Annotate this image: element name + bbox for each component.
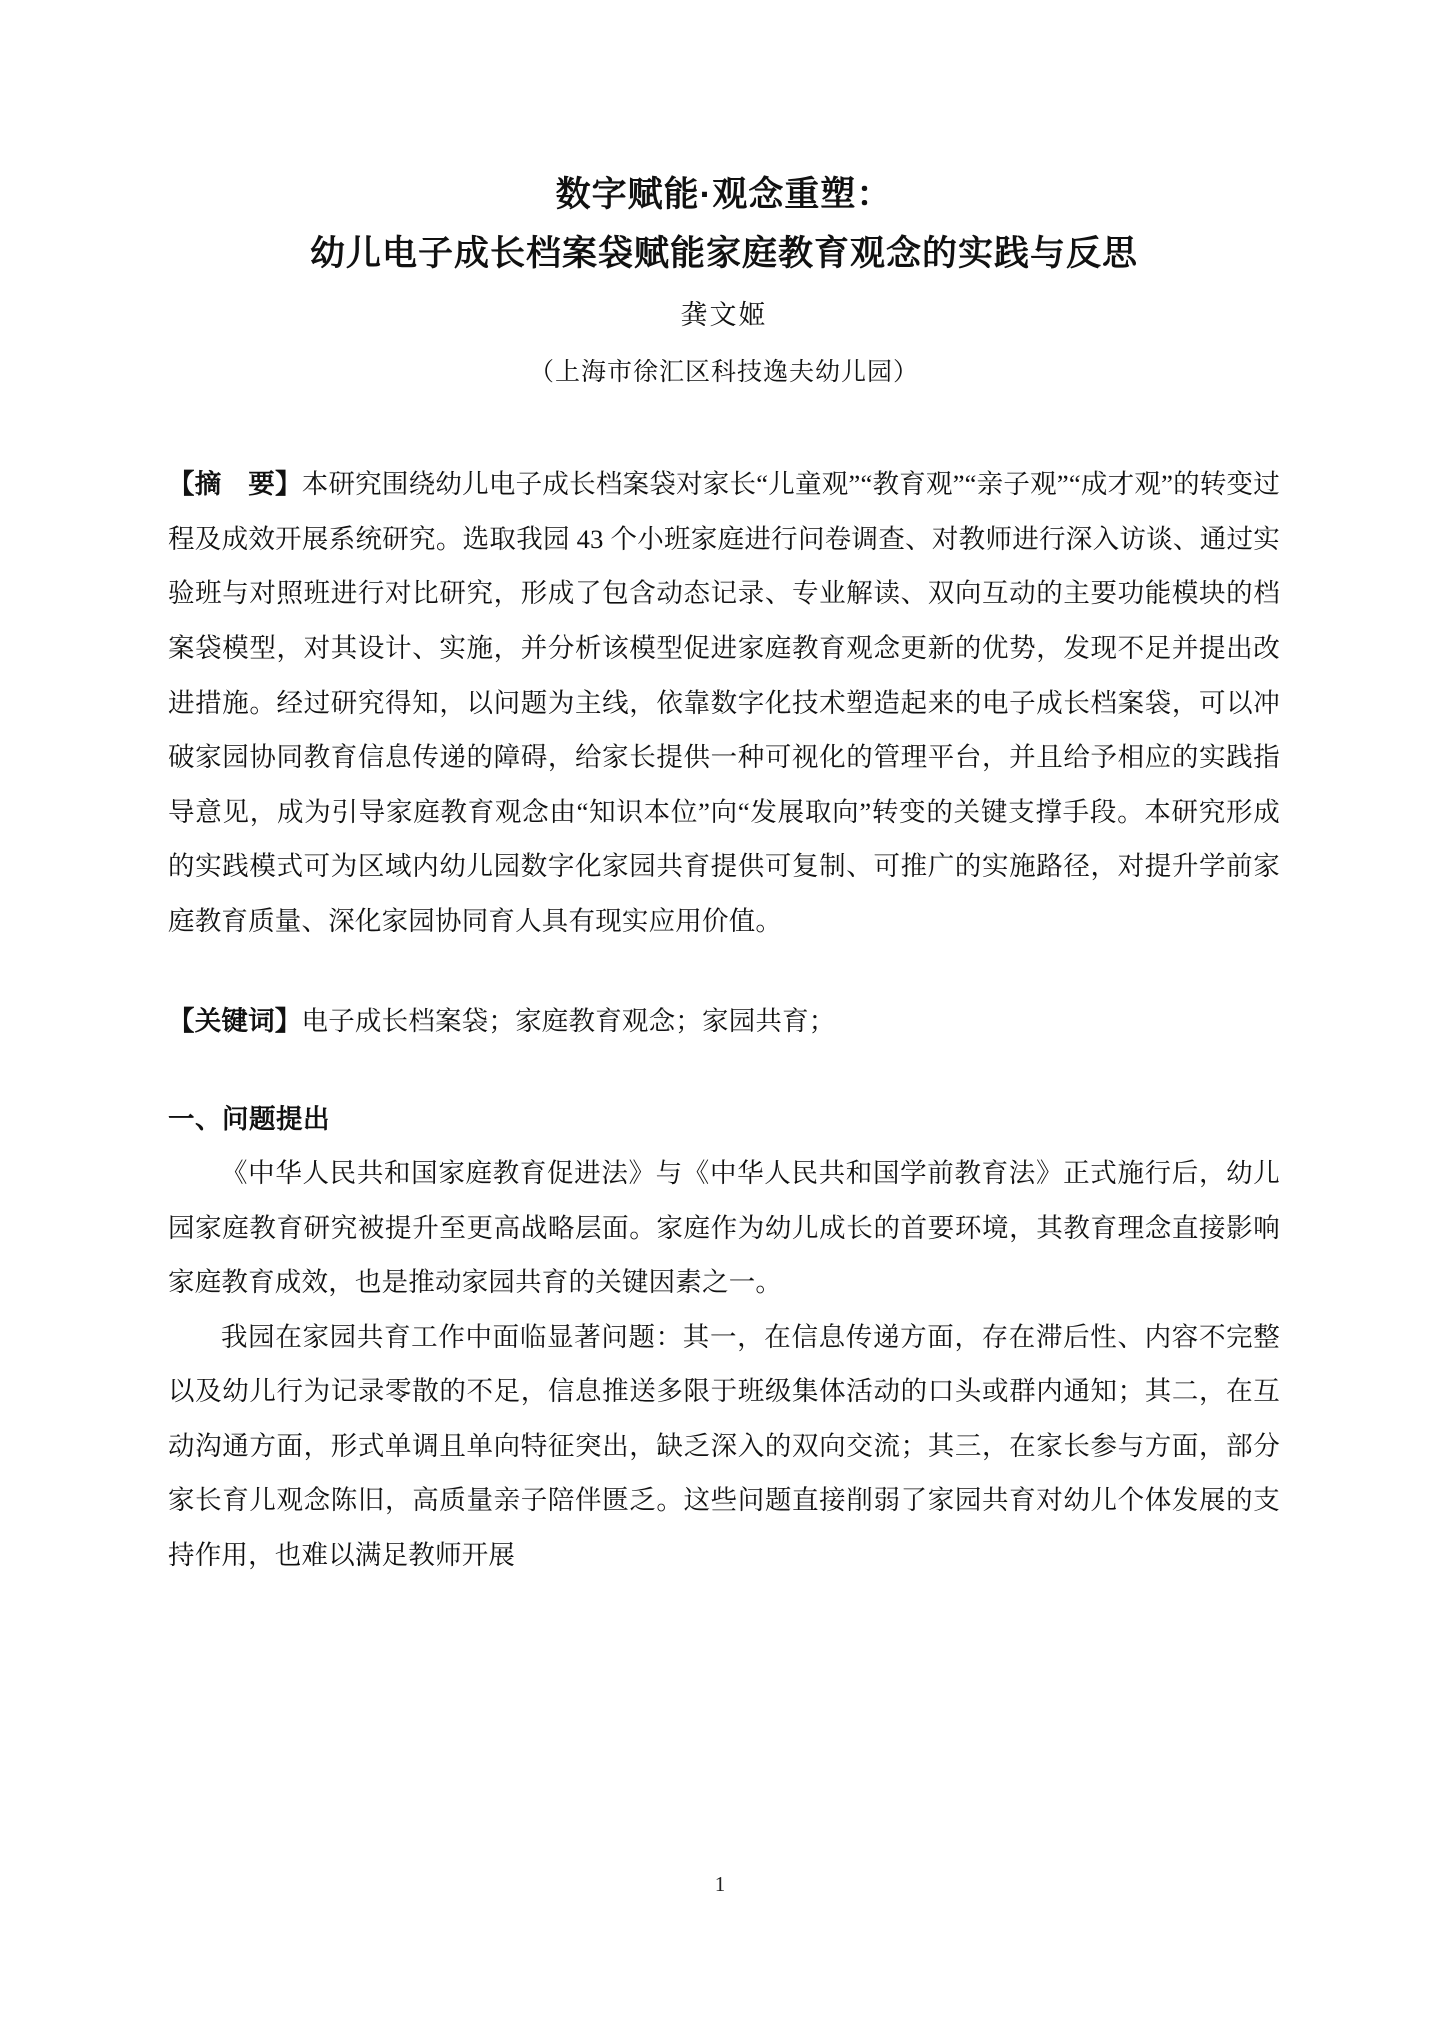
- author-affiliation: （上海市徐汇区科技逸夫幼儿园）: [528, 358, 919, 386]
- paper-title-line-1: 数字赋能·观念重塑：: [555, 175, 893, 214]
- keywords-label: 【关键词】: [168, 1006, 302, 1037]
- section-heading-one: 一、问题提出: [168, 1103, 330, 1134]
- keywords-text: 电子成长档案袋；家庭教育观念；家园共育；: [301, 1006, 836, 1037]
- page-number: 1: [714, 1872, 726, 1896]
- section-one-paragraph-1: 《中华人民共和国家庭教育促进法》与《中华人民共和国学前教育法》正式施行后，幼儿园家庭教育研究被提升至更高战略层面。家庭作为幼儿成长的首要环境，其教育理念直接影响家庭教育成效，也是推动家园共育的关键因素之一。: [168, 1158, 1280, 1298]
- author-name: 龚文姬: [680, 300, 768, 330]
- abstract-label: 【摘 要】: [168, 469, 302, 500]
- page-footer: [0, 1872, 1440, 1897]
- abstract-text: 本研究围绕幼儿电子成长档案袋对家长“儿童观”“教育观”“亲子观”“成才观”的转变过程及成效开展系统研究。选取我园 43 个小班家庭进行问卷调查、对教师进行深入访谈、通过实验班与对照班进行对比研究，形成了包含动态记录、专业解读、双向互动的主要功能模块的档案袋模型，对其设计、实施，并分析该模型促进家庭教育观念更新的优势，发现不足并提出改进措施。经过研究得知，以问题为主线，依靠数字化技术塑造起来的电子成长档案袋，可以冲破家园协同教育信息传递的障碍，给家长提供一种可视化的管理平台，并且给予相应的实践指导意见，成为引导家庭教育观念由“知识本位”向“发展取向”转变的关键支撑手段。本研究形成的实践模式可为区域内幼儿园数字化家园共育提供可复制、可推广的实施路径，对提升学前家庭教育质量、深化家园协同育人具有现实应用价值。: [168, 469, 1280, 936]
- title-block: [168, 0, 1280, 401]
- paper-title-line-2: 幼儿电子成长档案袋赋能家庭教育观念的实践与反思: [309, 234, 1138, 274]
- keywords-block: [168, 994, 1280, 1049]
- abstract-block: [168, 457, 1280, 948]
- section-one-paragraph-2: 我园在家园共育工作中面临显著问题：其一，在信息传递方面，存在滞后性、内容不完整以及幼儿行为记录零散的不足，信息推送多限于班级集体活动的口头或群内通知；其二，在互动沟通方面，形式单调且单向特征突出，缺乏深入的双向交流；其三，在家长参与方面，部分家长育儿观念陈旧，高质量亲子陪伴匮乏。这些问题直接削弱了家园共育对幼儿个体发展的支持作用，也难以满足教师开展: [168, 1321, 1280, 1571]
- page-content: [168, 0, 1280, 1583]
